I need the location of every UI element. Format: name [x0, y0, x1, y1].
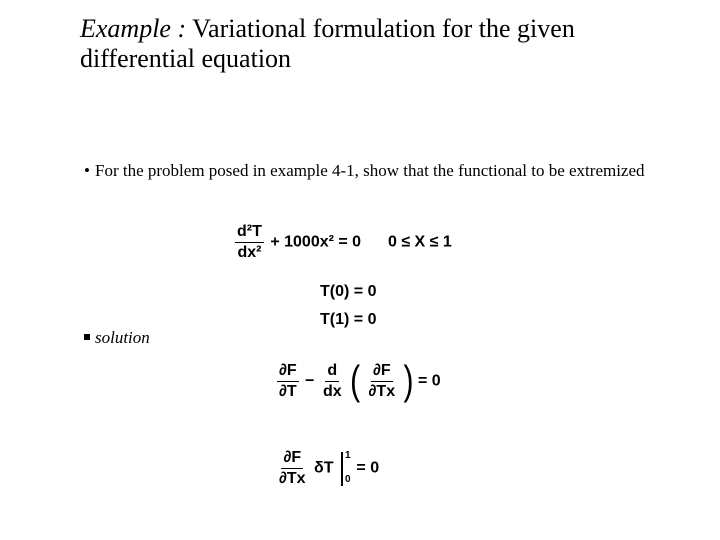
minus-sign: − [305, 372, 315, 390]
title-text: Variational formulation for the given differential equation [80, 14, 575, 73]
equation-boundary-term [275, 450, 379, 487]
left-paren: ( [350, 358, 361, 404]
fraction-numerator: ∂F [371, 363, 393, 382]
fraction-dF-dT [277, 363, 299, 400]
fraction-denominator: ∂Tx [368, 383, 396, 400]
equation-rest: + 1000x² = 0 [270, 233, 362, 251]
right-paren: ) [403, 358, 414, 404]
equation-differential [233, 224, 452, 261]
sub-bullet-text: solution [95, 328, 150, 347]
fraction-numerator: ∂F [281, 450, 303, 469]
fraction-denominator: dx [322, 383, 342, 400]
square-bullet-icon [84, 334, 90, 340]
evaluation-bar [340, 449, 352, 486]
slide-title [80, 14, 680, 74]
upper-limit: 1 [344, 449, 351, 461]
equation-euler-lagrange [275, 358, 441, 404]
equation-rest: = 0 [418, 372, 441, 390]
fraction-dF-dTx [367, 363, 398, 400]
boundary-condition-2: T(1) = 0 [320, 311, 377, 328]
fraction-numerator: d [325, 363, 339, 382]
lower-limit: 0 [344, 473, 351, 485]
sub-bullet [84, 327, 150, 349]
fraction-numerator: ∂F [277, 363, 299, 382]
fraction-denominator: dx² [237, 244, 262, 261]
equation-rest: = 0 [356, 459, 380, 477]
delta-T: δT [314, 459, 334, 477]
bullet-marker: • [84, 161, 90, 180]
bullet-text: For the problem posed in example 4-1, show that the functional to be extremized [95, 161, 645, 180]
boundary-condition-1: T(0) = 0 [320, 283, 377, 300]
fraction-dF-dTx [277, 450, 308, 487]
equation-domain: 0 ≤ X ≤ 1 [387, 233, 452, 251]
fraction-denominator: ∂T [279, 383, 297, 400]
fraction-numerator: d²T [235, 224, 264, 243]
fraction-denominator: ∂Tx [279, 470, 306, 487]
title-prefix: Example : [80, 14, 187, 43]
bullet-point [84, 160, 674, 182]
fraction-d-dx [321, 363, 344, 400]
fraction-d2T-dx2 [235, 224, 264, 261]
